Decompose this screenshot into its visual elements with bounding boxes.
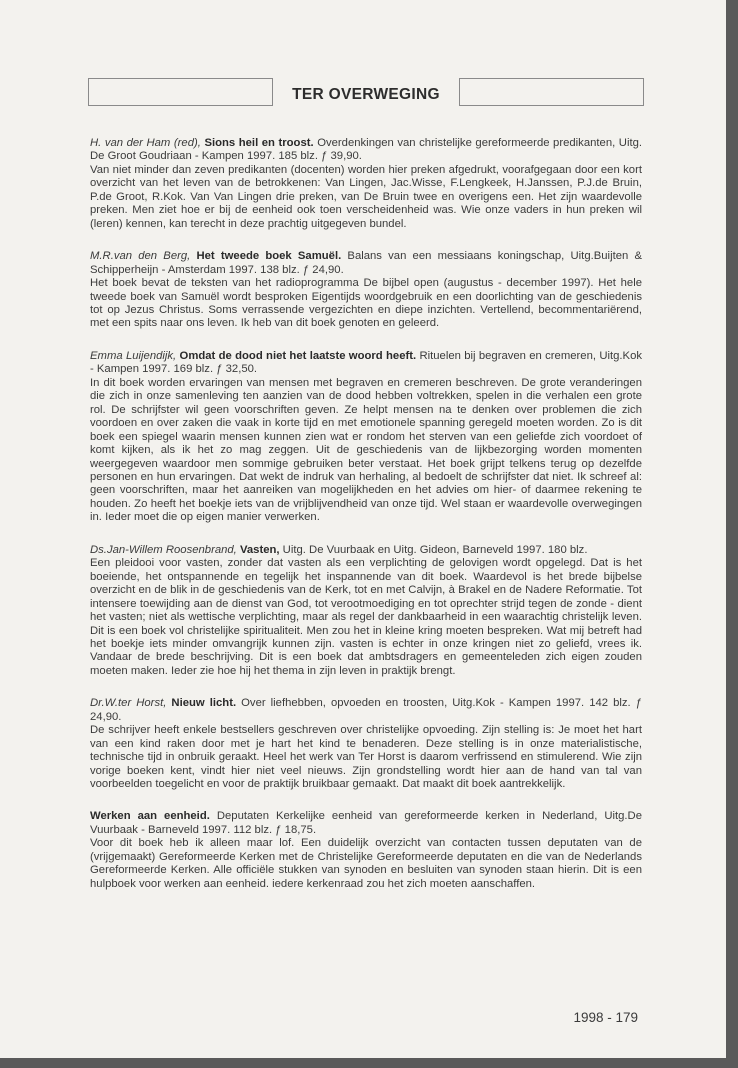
review-entry — [90, 137, 642, 231]
entry-author: H. van der Ham (red), — [90, 137, 201, 149]
entry-meta: Balans van een messiaans koningschap, Uitg.Buijten & Schipperheijn - Amsterdam 1997. 138 blz. ƒ 24,90. — [90, 250, 642, 276]
entry-author: Emma Luijendijk, — [90, 349, 177, 362]
entry-title: Het tweede boek Samuël. — [196, 250, 342, 263]
entry-body: Het boek bevat de teksten van het radioprogramma De bijbel open (augustus - december 1997). Het hele tweede boek van Samuël wordt besproken Eigentijds woordgebruik en een doorlichting van de geschiedenis tot op Jezus Christus. Soms verrassende vergezichten en diepe inzichten. Vertellend, becommentariërend, met een spits naar ons leven. Ik heb van dit boek genoten en geleerd. — [90, 277, 642, 330]
review-entry — [90, 697, 642, 791]
entry-heading — [90, 137, 642, 164]
entry-title: Sions heil en troost. — [204, 137, 314, 149]
entry-body: De schrijver heeft enkele bestsellers geschreven over christelijke opvoeding. Zijn stelling is: Je moet het hart van een kind raken door met je hart het kind te benaderen. Deze stelling is in onze materialistische, technische tijd in onbruik geraakt. Heel het werk van Ter Horst is daarom verfrissend en stimulerend. Wie zijn vorige boeken kent, vindt hier niet veel nieuws. Zijn grondstelling wordt hier aan de hand van tal van voorbeelden toegelicht en voor de praktijk bruikbaar gemaakt. Dat maakt dit boek aantrekkelijk. — [90, 724, 642, 791]
entry-title: Nieuw licht. — [171, 697, 237, 710]
entry-heading — [90, 810, 642, 837]
entry-body: Van niet minder dan zeven predikanten (docenten) worden hier preken afgedrukt, voorafgegaan door een kort overzicht van het leven van de betrokkenen: Van Lingen, Jac.Wisse, F.Lengkeek, H.Janssen, P.J.de Bruin, P.de Groot, R.Kok. Van Van Lingen drie preken, van De Bruin twee en overigens een. Het zijn waardevolle preken. Men ziet hoe er bij de eenheid ook toen verscheidenheid was. Wie onze vaders in hun preken wil (leren) kennen, kan terecht in deze prachtig uitgegeven bundel. — [90, 163, 642, 230]
entry-author: Dr.W.ter Horst, — [90, 697, 167, 710]
header-rule-box-right — [459, 78, 644, 106]
review-entry — [90, 544, 642, 679]
entry-meta: Over liefhebben, opvoeden en troosten, Uitg.Kok - Kampen 1997. 142 blz. ƒ 24,90. — [90, 697, 642, 723]
review-entry — [90, 810, 642, 891]
entry-meta: Deputaten Kerkelijke eenheid van gereformeerde kerken in Nederland, Uitg.De Vuurbaak - Barneveld 1997. 112 blz. ƒ 18,75. — [90, 810, 642, 836]
entry-heading — [90, 350, 642, 377]
entry-body: In dit boek worden ervaringen van mensen met begraven en cremeren beschreven. De grote veranderingen die zich in onze samenleving ten aanzien van de dood hebben voltrekken, spelen in die verhalen een grote rol. De schrijfster wil geen voorschriften geven. Ze helpt mensen na te denken over problemen die zich voordoen en over zaken die vaak in korte tijd en met emotionele spanning geregeld moeten worden. Zo is dit boek een spiegel waarin mensen kunnen zien wat er rondom het sterven van een geliefde zich voordoet of komt kijken, als ik het zo mag zeggen. Uit de geschiedenis van de lijkbezorging worden momenten weergegeven waardoor men sommige gebruiken beter verstaat. Het boek grijpt telkens terug op dezelfde personen en hun ervaringen. Dat wekt de indruk van herhaling, al bedoelt de schrijfster dat niet. Ik schreef al: geen voorschriften, maar het aanreiken van mogelijkheden en het advies om hier- of daarmee rekening te houden. Zo heeft het boekje iets van de vrijblijvendheid van onze tijd. Wel staan er waardevolle overwegingen in. Ieder moet die op eigen manier verwerken. — [90, 376, 642, 524]
section-title: TER OVERWEGING — [292, 86, 440, 103]
entry-heading — [90, 250, 642, 277]
entry-heading — [90, 697, 642, 724]
review-list — [90, 137, 642, 910]
entry-title: Omdat de dood niet het laatste woord heeft. — [179, 349, 417, 362]
section-header — [88, 78, 644, 108]
entry-author: M.R.van den Berg, — [90, 250, 191, 263]
entry-heading — [90, 544, 642, 557]
entry-title: Vasten, — [239, 543, 280, 556]
entry-meta: Rituelen bij begraven en cremeren, Uitg.Kok - Kampen 1997. 169 blz. ƒ 32,50. — [90, 349, 643, 376]
entry-meta: Overdenkingen van christelijke gereformeerde predikanten, Uitg. De Groot Goudriaan - Kampen 1997. 185 blz. ƒ 39,90. — [90, 137, 643, 163]
review-entry — [90, 350, 642, 525]
entry-title: Werken aan eenheid. — [90, 810, 210, 823]
entry-author: Ds.Jan-Willem Roosenbrand, — [90, 543, 237, 556]
entry-body: Voor dit boek heb ik alleen maar lof. Een duidelijk overzicht van contacten tussen deputaten van de (vrijgemaakt) Gereformeerde Kerken met de Christelijke Gereformeerde deputaten en die van de Nederlands Gereformeerde Kerken. Alle officiële stukken van synoden en besluiten van synoden staan hierin. Dit is een hulpboek voor werken aan eenheid. iedere kerkenraad zou het zich moeten aanschaffen. — [90, 837, 642, 890]
entry-body: Een pleidooi voor vasten, zonder dat vasten als een verplichting de gelovigen wordt opgelegd. Dat is het boeiende, het ontspannende en tegelijk het inspannende van dit boek. Waardevol is het brede bijbelse overzicht en de blik in de geschiedenis van de Kerk, tot en met Calvijn, à Brakel en de Nadere Reformatie. Tot intensere toewijding aan de dienst van God, tot verootmoediging en tot oprechter strijd tegen de zonde - dient het vasten; niet als wettische verplichting, maar als regel der dankbaarheid in een waarachtig christelijk leven. Dit is een boek vol christelijke spiritualiteit. Men zou het in kleine kring moeten bespreken. Wat mij betreft had het boekje iets minder omvangrijk kunnen zijn. vasten is echter in onze kringen niet zo geliefd, vrees ik. Vandaar de brede beschrijving. Dit is een boek dat ambtsdragers en gemeenteleden zich eigen zouden moeten maken. Ieder zie hoe hij het thema in zijn leven in praktijk brengt. — [90, 557, 642, 677]
page-number: 1998 - 179 — [573, 1010, 638, 1025]
entry-meta: Uitg. De Vuurbaak en Uitg. Gideon, Barneveld 1997. 180 blz. — [282, 543, 588, 556]
review-entry — [90, 250, 642, 331]
